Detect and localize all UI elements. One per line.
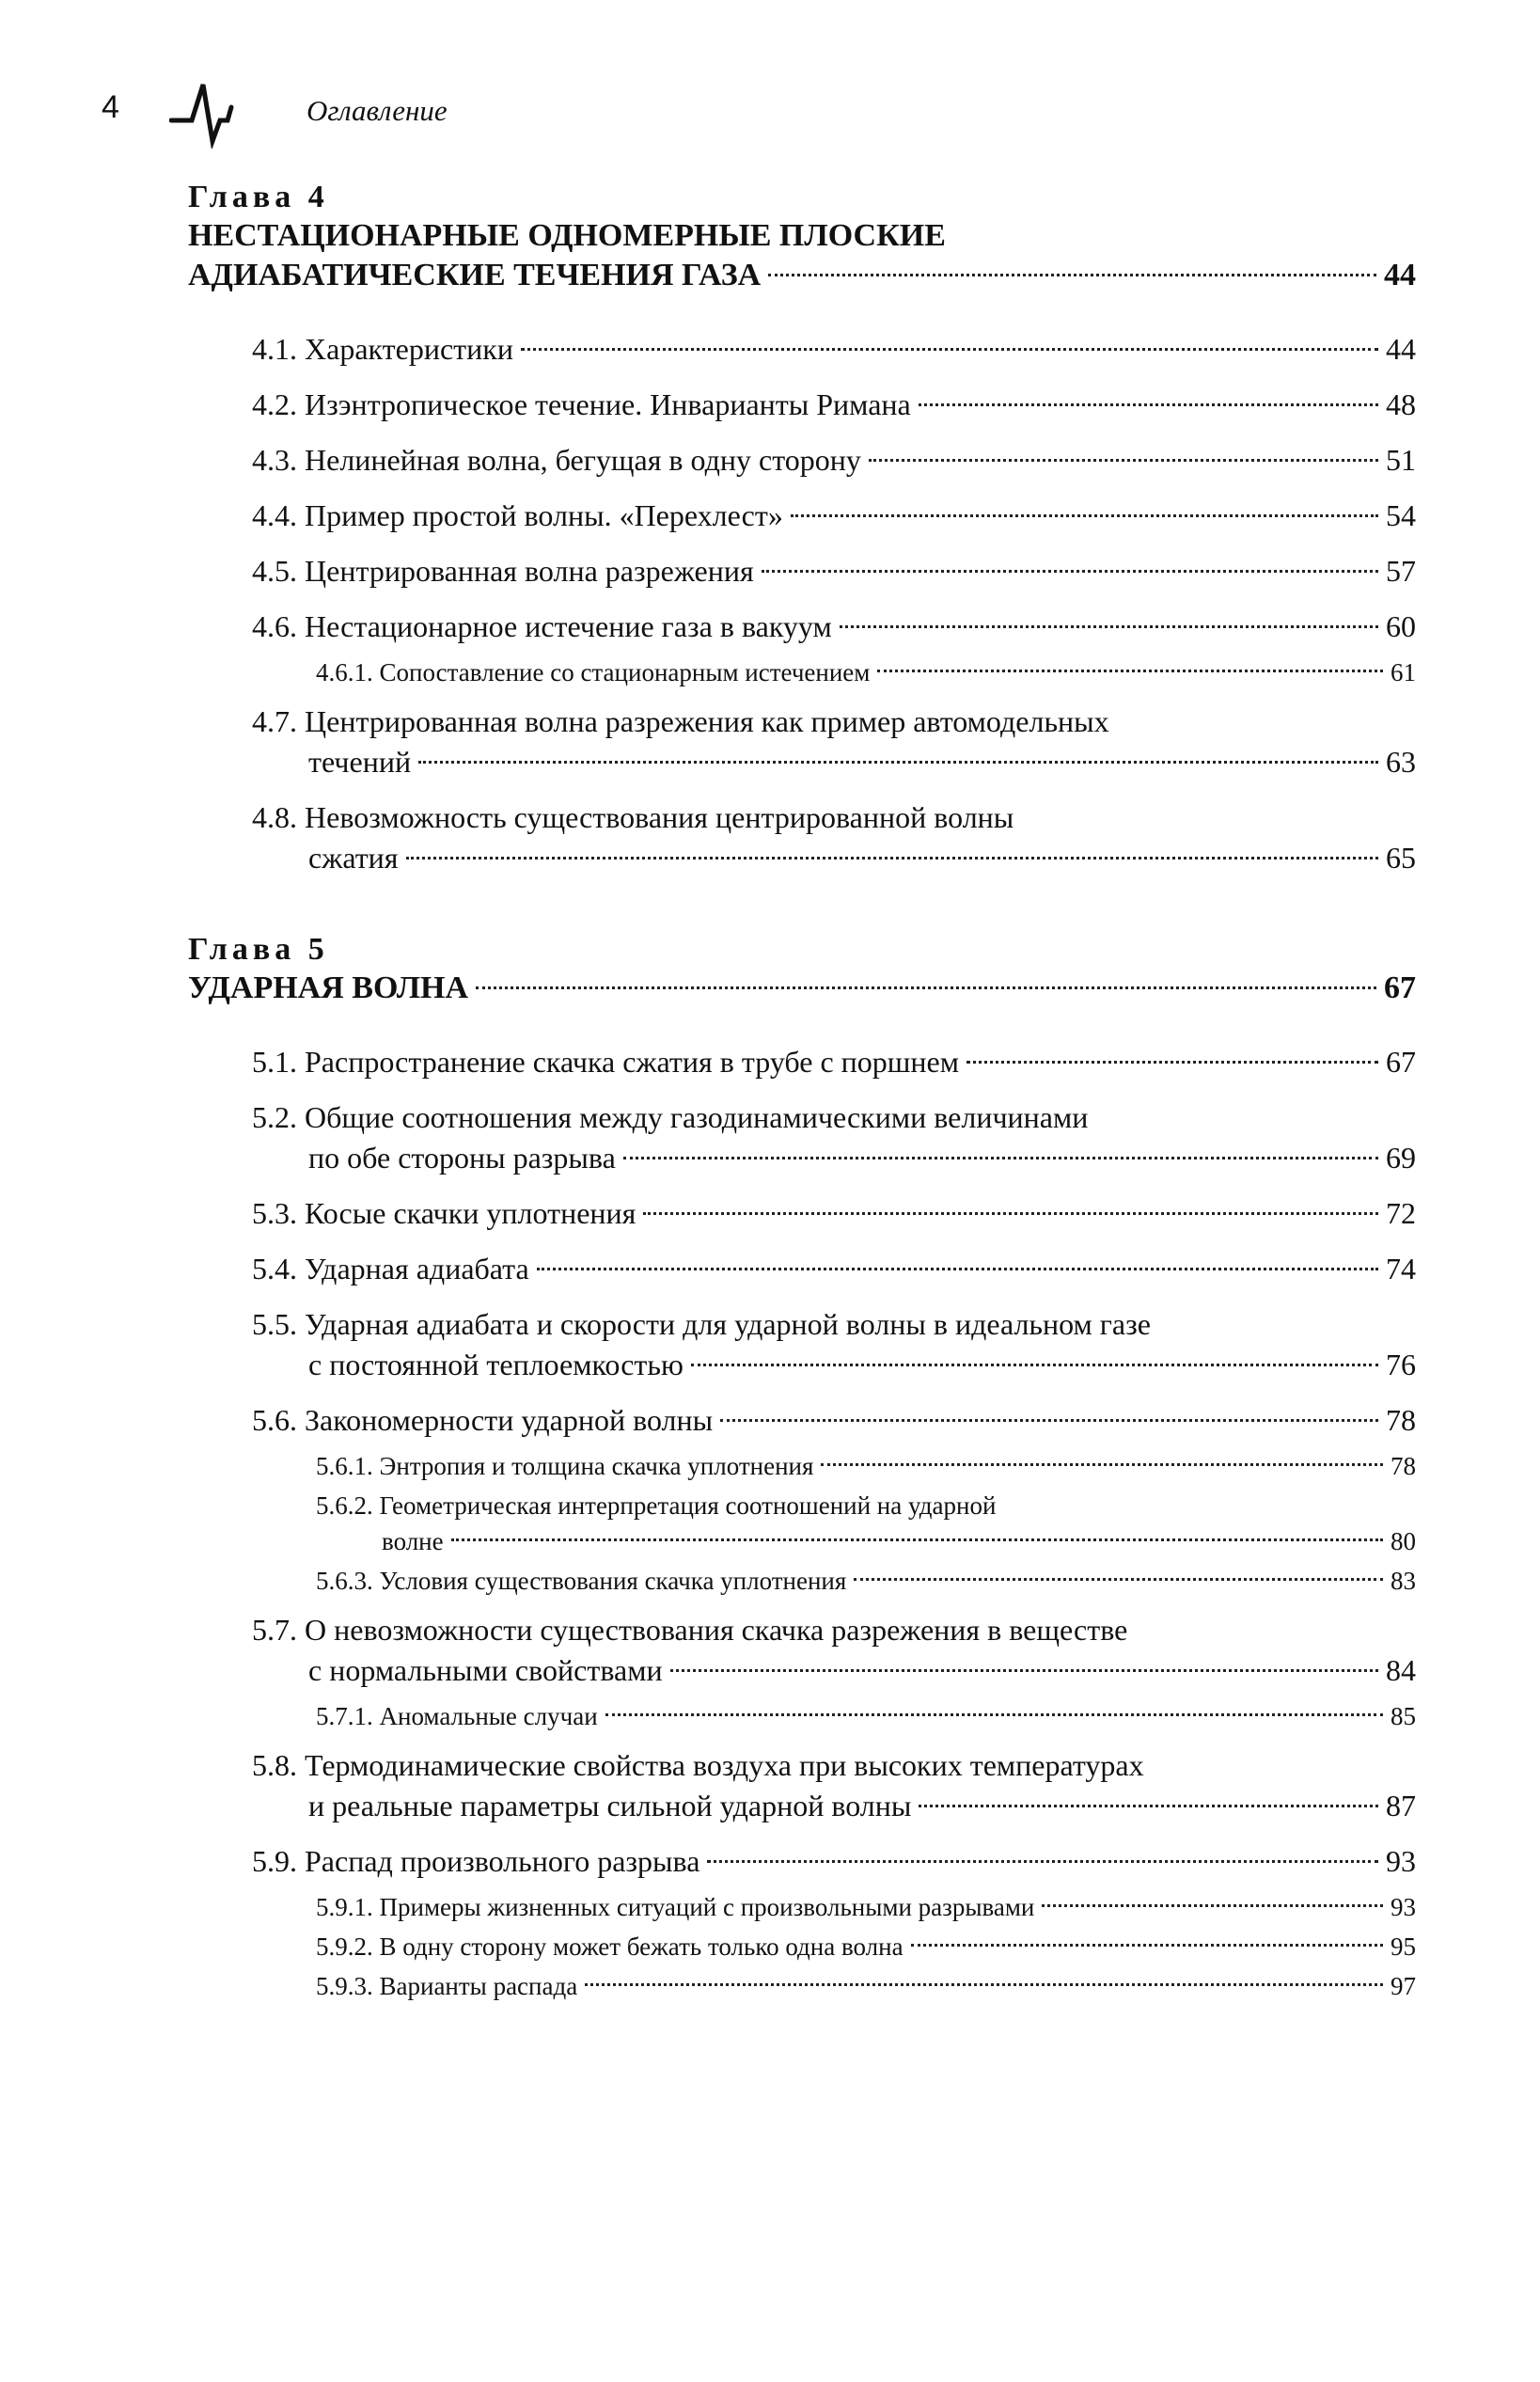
entry-number: 4.3.: [252, 443, 297, 477]
section-entry: [252, 440, 1416, 481]
entry-title-line: Пример простой волны. «Перехлест»: [305, 498, 783, 532]
dot-leader: [476, 986, 1376, 989]
entry-number: 5.9.1.: [316, 1893, 373, 1921]
entry-number: 4.6.1.: [316, 658, 373, 686]
chapter-label: Глава 5: [188, 932, 329, 967]
entry-title-line: течений: [308, 745, 412, 779]
dot-leader: [537, 1268, 1378, 1270]
entry-text: [252, 496, 783, 536]
page-ref: 60: [1386, 609, 1416, 643]
entry-text: [308, 1138, 616, 1178]
entry-number: 5.6.1.: [316, 1452, 373, 1480]
entry-first-line: [252, 702, 1416, 742]
entry-number: 4.1.: [252, 332, 297, 366]
dot-leader: [406, 857, 1378, 860]
section-entry: [252, 1193, 1416, 1234]
entry-text: [308, 838, 399, 878]
page-ref: 57: [1386, 554, 1416, 588]
section-entry: [252, 496, 1416, 536]
entry-number: 5.9.2.: [316, 1932, 373, 1961]
entry-text: [316, 1563, 846, 1599]
entry-text: [252, 1193, 636, 1234]
leader-line: [252, 385, 1416, 425]
leader-line: [252, 1193, 1416, 1234]
chapter: [188, 931, 1416, 2004]
page-ref: 87: [1386, 1789, 1416, 1822]
entry-text: [252, 607, 832, 647]
page-ref: 83: [1391, 1567, 1416, 1595]
page-ref: 51: [1386, 443, 1416, 477]
dot-leader: [707, 1860, 1378, 1863]
page-ref: 93: [1386, 1844, 1416, 1878]
entry-title-line: с нормальными свойствами: [308, 1653, 663, 1687]
entry-text: [316, 655, 870, 690]
entry-first-line: [252, 1610, 1416, 1650]
entry-title-line: О невозможности существования скачка разрежения в веществе: [305, 1613, 1128, 1647]
entry-title-line: Нестационарное истечение газа в вакуум: [305, 609, 832, 643]
section-entry: [252, 1745, 1416, 1826]
entry-number: 4.2.: [252, 387, 297, 421]
page-ref: 76: [1386, 1348, 1416, 1381]
entry-first-line: [316, 1488, 1416, 1523]
entry-title-line: Косые скачки уплотнения: [305, 1196, 636, 1230]
section-entry: [252, 1249, 1416, 1289]
entry-text: [382, 1523, 444, 1559]
dot-leader: [821, 1463, 1383, 1466]
chapter-title: [188, 969, 1416, 1008]
entry-text: [252, 385, 911, 425]
subsection-entry: [316, 1968, 1416, 2004]
page-ref: 44: [1386, 332, 1416, 366]
dot-leader: [418, 761, 1378, 764]
section-entry: [252, 1097, 1416, 1178]
subsection-entry: [316, 655, 1416, 690]
chapter-title: НЕСТАЦИОНАРНЫЕ ОДНОМЕРНЫЕ ПЛОСКИЕ: [188, 218, 946, 253]
leader-line: [316, 1929, 1416, 1964]
leader-line: [252, 1841, 1416, 1882]
entry-text: [252, 1841, 699, 1882]
leader-line: [308, 1345, 1416, 1385]
leader-line: [252, 1249, 1416, 1289]
entry-number: 5.7.: [252, 1613, 297, 1647]
page-ref: 84: [1386, 1653, 1416, 1687]
page-ref: 97: [1391, 1972, 1416, 2000]
entry-number: 5.4.: [252, 1252, 297, 1286]
section-entry: [252, 797, 1416, 878]
leader-line: [252, 551, 1416, 592]
dot-leader: [1042, 1904, 1383, 1907]
section-entry: [252, 1304, 1416, 1385]
entry-title-line: Общие соотношения между газодинамическими величинами: [305, 1100, 1089, 1134]
entry-text: [252, 1249, 529, 1289]
dot-leader: [854, 1578, 1383, 1581]
entry-title-line: В одну сторону может бежать только одна волна: [379, 1932, 904, 1961]
leader-line: [316, 1448, 1416, 1484]
dot-leader: [585, 1983, 1383, 1986]
page-header: [102, 83, 496, 149]
entry-text: [316, 1448, 813, 1484]
page-ref: 65: [1386, 841, 1416, 875]
entry-number: 5.3.: [252, 1196, 297, 1230]
entry-title-line: Сопоставление со стационарным истечением: [379, 658, 871, 686]
dot-leader: [768, 274, 1376, 276]
leader-line: [308, 838, 1416, 878]
section-entry: [252, 551, 1416, 592]
leader-line: [252, 329, 1416, 370]
page-ref: 44: [1384, 258, 1416, 292]
entry-title-line: АДИАБАТИЧЕСКИЕ ТЕЧЕНИЯ ГАЗА: [188, 258, 762, 292]
entry-text: [252, 440, 861, 481]
leader-line: [308, 742, 1416, 782]
page-ref: 80: [1391, 1527, 1416, 1555]
entry-title-line: Центрированная волна разрежения: [305, 554, 754, 588]
entry-title-line: Распространение скачка сжатия в трубе с поршнем: [305, 1045, 959, 1079]
entry-text: [252, 551, 754, 592]
table-of-contents: [188, 179, 1416, 2057]
page-ref: 78: [1386, 1403, 1416, 1437]
section-entry: [252, 1841, 1416, 1882]
leader-line: [308, 1650, 1416, 1691]
section-entry: [252, 702, 1416, 782]
subsection-entry: [316, 1488, 1416, 1559]
leader-line: [316, 1698, 1416, 1734]
entry-title-line: Условия существования скачка уплотнения: [379, 1567, 847, 1595]
entry-number: 5.6.3.: [316, 1567, 373, 1595]
dot-leader: [451, 1538, 1383, 1541]
entry-number: 4.6.: [252, 609, 297, 643]
entry-text: [188, 256, 761, 295]
entry-text: [316, 1968, 577, 2004]
subsection-entry: [316, 1929, 1416, 1964]
entry-title-line: Ударная адиабата и скорости для ударной волны в идеальном газе: [305, 1307, 1151, 1341]
leader-line: [316, 1889, 1416, 1925]
leader-line: [382, 1523, 1416, 1559]
dot-leader: [521, 348, 1378, 351]
dot-leader: [911, 1944, 1383, 1947]
page-ref: 67: [1384, 970, 1416, 1005]
subsection-entry: [316, 1448, 1416, 1484]
page-ref: 85: [1391, 1702, 1416, 1730]
entry-number: 5.6.: [252, 1403, 297, 1437]
leader-line: [308, 1138, 1416, 1178]
dot-leader: [605, 1713, 1383, 1716]
subsection-entry: [316, 1889, 1416, 1925]
dot-leader: [919, 403, 1378, 406]
dot-leader: [840, 625, 1378, 628]
dot-leader: [691, 1364, 1378, 1366]
leader-line: [252, 1042, 1416, 1082]
entry-title-line: Распад произвольного разрыва: [305, 1844, 700, 1878]
entry-title-line: УДАРНАЯ ВОЛНА: [188, 970, 469, 1005]
entry-text: [252, 329, 513, 370]
leader-line: [252, 607, 1416, 647]
entry-text: [308, 1345, 684, 1385]
entry-title-line: Центрированная волна разрежения как пример автомодельных: [305, 704, 1109, 738]
entry-number: 5.1.: [252, 1045, 297, 1079]
entry-number: 5.8.: [252, 1748, 297, 1782]
section-entry: [252, 1042, 1416, 1082]
leader-line: [308, 1786, 1416, 1826]
page-ref: 48: [1386, 387, 1416, 421]
dot-leader: [966, 1061, 1378, 1064]
dot-leader: [762, 570, 1378, 573]
entry-title-line: Аномальные случаи: [379, 1702, 598, 1730]
leader-line: [316, 655, 1416, 690]
entry-title-line: Ударная адиабата: [305, 1252, 529, 1286]
entry-first-line: [252, 797, 1416, 838]
entry-title-line: Характеристики: [305, 332, 513, 366]
entry-text: [188, 969, 468, 1008]
entry-title-line: с постоянной теплоемкостью: [308, 1348, 684, 1381]
subsection-entry: [316, 1698, 1416, 1734]
entry-text: [252, 1042, 959, 1082]
pulse-icon: [169, 83, 243, 149]
page-ref: 93: [1391, 1893, 1416, 1921]
entry-number: 5.5.: [252, 1307, 297, 1341]
entry-text: [308, 742, 411, 782]
page-ref: 72: [1386, 1196, 1416, 1230]
entry-text: [308, 1650, 663, 1691]
entry-title-line: Геометрическая интерпретация соотношений на ударной: [379, 1491, 997, 1520]
page-ref: 67: [1386, 1045, 1416, 1079]
page-ref: 95: [1391, 1932, 1416, 1961]
leader-line: [252, 496, 1416, 536]
entry-first-line: [252, 1745, 1416, 1786]
entry-title-line: и реальные параметры сильной ударной волны: [308, 1789, 912, 1822]
page-ref: 78: [1391, 1452, 1416, 1480]
page-ref: 69: [1386, 1141, 1416, 1175]
dot-leader: [791, 514, 1378, 517]
entry-number: 5.9.: [252, 1844, 297, 1878]
entry-number: 5.9.3.: [316, 1972, 373, 2000]
page-ref: 63: [1386, 745, 1416, 779]
entry-text: [316, 1889, 1034, 1925]
dot-leader: [623, 1157, 1378, 1159]
entry-text: [316, 1698, 598, 1734]
entry-title-line: Примеры жизненных ситуаций с произвольными разрывами: [379, 1893, 1035, 1921]
entry-number: 4.4.: [252, 498, 297, 532]
page-ref: 61: [1391, 658, 1416, 686]
dot-leader: [720, 1419, 1378, 1422]
page-ref: 74: [1386, 1252, 1416, 1286]
section-entry: [252, 607, 1416, 647]
dot-leader: [643, 1212, 1378, 1215]
leader-line: [252, 1400, 1416, 1441]
entry-title-line: волне: [382, 1527, 444, 1555]
entry-first-line: [252, 1097, 1416, 1138]
entry-text: [316, 1929, 904, 1964]
entry-title-line: Невозможность существования центрированной волны: [305, 800, 1014, 834]
running-title: Оглавление: [306, 94, 448, 127]
entry-title-line: Энтропия и толщина скачка уплотнения: [379, 1452, 814, 1480]
page-ref: 54: [1386, 498, 1416, 532]
leader-line: [252, 440, 1416, 481]
entry-title-line: Варианты распада: [379, 1972, 578, 2000]
entry-text: [308, 1786, 911, 1826]
dot-leader: [670, 1669, 1378, 1672]
entry-title-line: сжатия: [308, 841, 399, 875]
subsection-entry: [316, 1563, 1416, 1599]
leader-line: [316, 1968, 1416, 2004]
section-entry: [252, 1610, 1416, 1691]
section-entry: [252, 1400, 1416, 1441]
entry-text: [252, 1400, 713, 1441]
entry-first-line: [252, 1304, 1416, 1345]
entry-title-line: по обе стороны разрыва: [308, 1141, 616, 1175]
dot-leader: [919, 1805, 1378, 1807]
entry-title-line: Закономерности ударной волны: [305, 1403, 714, 1437]
page-number: 4: [102, 89, 119, 125]
section-entry: [252, 385, 1416, 425]
chapter: [188, 179, 1416, 878]
chapter-label: Глава 4: [188, 180, 329, 214]
entry-number: 4.5.: [252, 554, 297, 588]
leader-line: [316, 1563, 1416, 1599]
entry-number: 5.6.2.: [316, 1491, 373, 1520]
section-entry: [252, 329, 1416, 370]
dot-leader: [877, 670, 1383, 672]
dot-leader: [869, 459, 1378, 462]
entry-title-line: Изэнтропическое течение. Инварианты Римана: [305, 387, 911, 421]
entry-title-line: Нелинейная волна, бегущая в одну сторону: [305, 443, 861, 477]
entry-title-line: Термодинамические свойства воздуха при высоких температурах: [305, 1748, 1144, 1782]
entry-number: 5.2.: [252, 1100, 297, 1134]
entry-number: 5.7.1.: [316, 1702, 373, 1730]
chapter-title: [188, 256, 1416, 295]
entry-number: 4.8.: [252, 800, 297, 834]
entry-number: 4.7.: [252, 704, 297, 738]
